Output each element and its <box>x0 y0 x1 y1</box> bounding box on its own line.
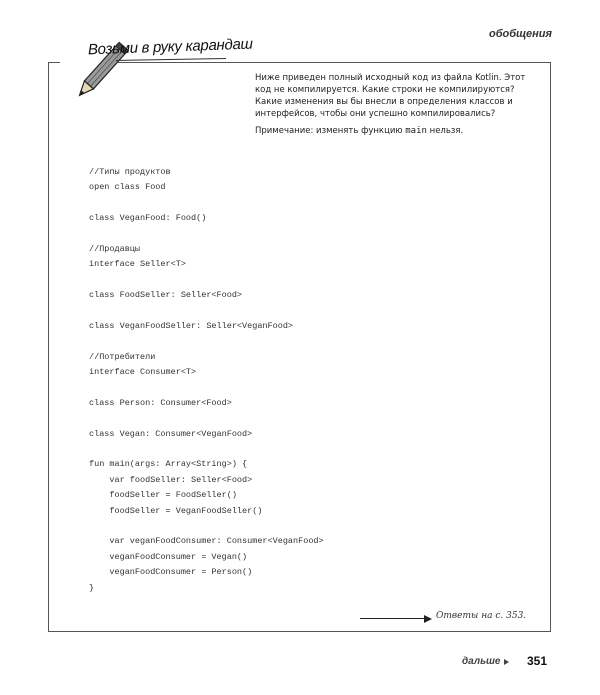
code-line <box>89 196 519 211</box>
code-line: //Продавцы <box>89 243 141 254</box>
note-prefix: Примечание: изменять функцию <box>255 126 406 136</box>
code-line: open class Food <box>89 182 166 193</box>
page-number: 351 <box>527 654 548 668</box>
answer-reference: Ответы на с. 353. <box>436 611 527 621</box>
arrow-line <box>360 618 426 619</box>
code-line: foodSeller = FoodSeller() <box>89 490 237 501</box>
exercise-intro <box>255 72 540 142</box>
intro-paragraph: Ниже приведен полный исходный код из файла Kotlin. Этот код не компилируется. Какие строки не компилируются? Какие изменения вы бы внесли в определения классов и интерфейсов, чтобы они успешно компилировались? <box>255 73 526 119</box>
code-line <box>89 519 519 534</box>
code-line: class VeganFoodSeller: Seller<VeganFood> <box>89 320 294 331</box>
intro-note <box>255 125 540 137</box>
code-line <box>89 442 519 457</box>
next-page-link[interactable]: дальше <box>462 656 501 667</box>
code-line <box>89 411 519 426</box>
code-line: foodSeller = VeganFoodSeller() <box>89 505 263 516</box>
code-line: class Person: Consumer<Food> <box>89 397 232 408</box>
arrow-right-icon <box>424 615 432 623</box>
code-line: var foodSeller: Seller<Food> <box>89 474 253 485</box>
code-line: //Типы продуктов <box>89 167 171 177</box>
code-line: veganFoodConsumer = Person() <box>89 567 253 578</box>
code-line <box>89 227 519 242</box>
code-line: class FoodSeller: Seller<Food> <box>89 290 243 301</box>
code-line <box>89 334 519 349</box>
chapter-title: обобщения <box>488 28 552 40</box>
triangle-right-icon <box>504 659 509 665</box>
code-line: var veganFoodConsumer: Consumer<VeganFood> <box>89 536 324 547</box>
code-line: class Vegan: Consumer<VeganFood> <box>89 428 253 439</box>
code-line: interface Seller<T> <box>89 259 186 270</box>
note-suffix: нельзя. <box>426 126 464 136</box>
code-line: interface Consumer<T> <box>89 367 197 378</box>
code-line <box>89 273 519 288</box>
code-line: //Потребители <box>89 351 156 362</box>
exercise-banner: Возьми в руку карандаш <box>87 35 253 59</box>
code-line: veganFoodConsumer = Vegan() <box>89 551 248 562</box>
code-line: class VeganFood: Food() <box>89 213 207 224</box>
code-line <box>89 380 519 395</box>
code-line: } <box>89 582 95 593</box>
note-code: main <box>405 126 427 136</box>
code-line: fun main(args: Array<String>) { <box>89 459 248 470</box>
answer-pointer <box>360 608 530 628</box>
code-line <box>89 304 519 319</box>
code-listing <box>89 165 519 596</box>
